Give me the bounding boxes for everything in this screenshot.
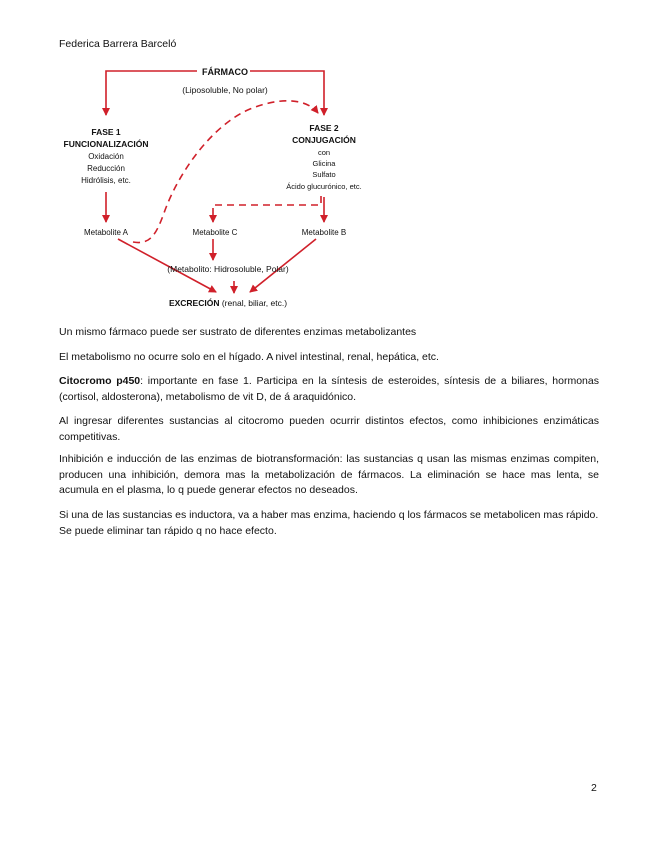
- page-number: 2: [591, 782, 597, 794]
- paragraph-substrate: Un mismo fármaco puede ser sustrato de diferentes enzimas metabolizantes: [59, 326, 417, 338]
- phase2-item: Sulfato: [312, 170, 336, 179]
- paragraph-inhibition-induction: Inhibición e inducción de las enzimas de biotransformación: las sustancias q usan las mismas enzimas compiten, producen una inhibición, demora mas la metabolización de fármacos. La eliminación se hace mas lenta, se acumula en el plasma, lo q puede generar efectos no deseados.: [59, 453, 599, 496]
- phase1-item: Reducción: [87, 164, 125, 173]
- paragraph-cytochrome-effects: Al ingresar diferentes sustancias al citocromo pueden ocurrir distintos efectos, como inhibiciones enzimáticas competitivas.: [59, 415, 599, 443]
- phase2-title: FASE 2: [309, 123, 339, 133]
- paragraph-metabolism-sites: El metabolismo no ocurre solo en el hígado. A nivel intestinal, renal, hepática, etc.: [59, 351, 439, 363]
- cytochrome-description: : importante en fase 1. Participa en la síntesis de esteroides, síntesis de a biliares, hormonas (cortisol, aldosterona), metabolismo de vit D, de á araquidónico.: [59, 375, 599, 403]
- drug-metabolism-diagram: [50, 55, 450, 320]
- phase2-item: Ácido glucurónico, etc.: [286, 182, 362, 191]
- metabolite-a-label: Metabolite A: [83, 228, 129, 237]
- excretion-label: [169, 297, 287, 308]
- excretion-title: EXCRECIÓN: [168, 298, 220, 308]
- cytochrome-term: Citocromo p450: [59, 375, 141, 387]
- paragraph-cytochrome: [59, 374, 599, 405]
- phase1-subtitle: FUNCIONALIZACIÓN: [63, 139, 149, 149]
- phase1-item: Hidrólisis, etc.: [81, 176, 131, 185]
- metabolite-b-label: Metabolite B: [301, 228, 347, 237]
- phase1-item: Oxidación: [88, 152, 124, 161]
- dashed-arrow-metaboliteA-to-phase2: [133, 101, 318, 243]
- phase2-item: Glicina: [312, 159, 336, 168]
- phase2-item: con: [317, 148, 331, 157]
- phase2-subtitle: CONJUGACIÓN: [292, 135, 356, 145]
- drug-subtitle: (Liposoluble, No polar): [182, 85, 268, 95]
- phase1-title: FASE 1: [91, 127, 121, 137]
- excretion-detail: (renal, biliar, etc.): [219, 298, 288, 308]
- paragraph-inducer: Si una de las sustancias es inductora, va a haber mas enzima, haciendo q los fármacos se metabolicen mas rápido. Se puede eliminar tan rápido q no hace efecto.: [59, 509, 599, 537]
- metabolite-c-label: Metabolite C: [192, 228, 238, 237]
- metabolite-property-note: (Metabolito: Hidrosoluble, Polar): [167, 264, 289, 274]
- dashed-arrow-phase2-to-metaboliteC: [213, 196, 321, 222]
- drug-title: FÁRMACO: [202, 67, 248, 77]
- document-author: Federica Barrera Barceló: [59, 38, 177, 50]
